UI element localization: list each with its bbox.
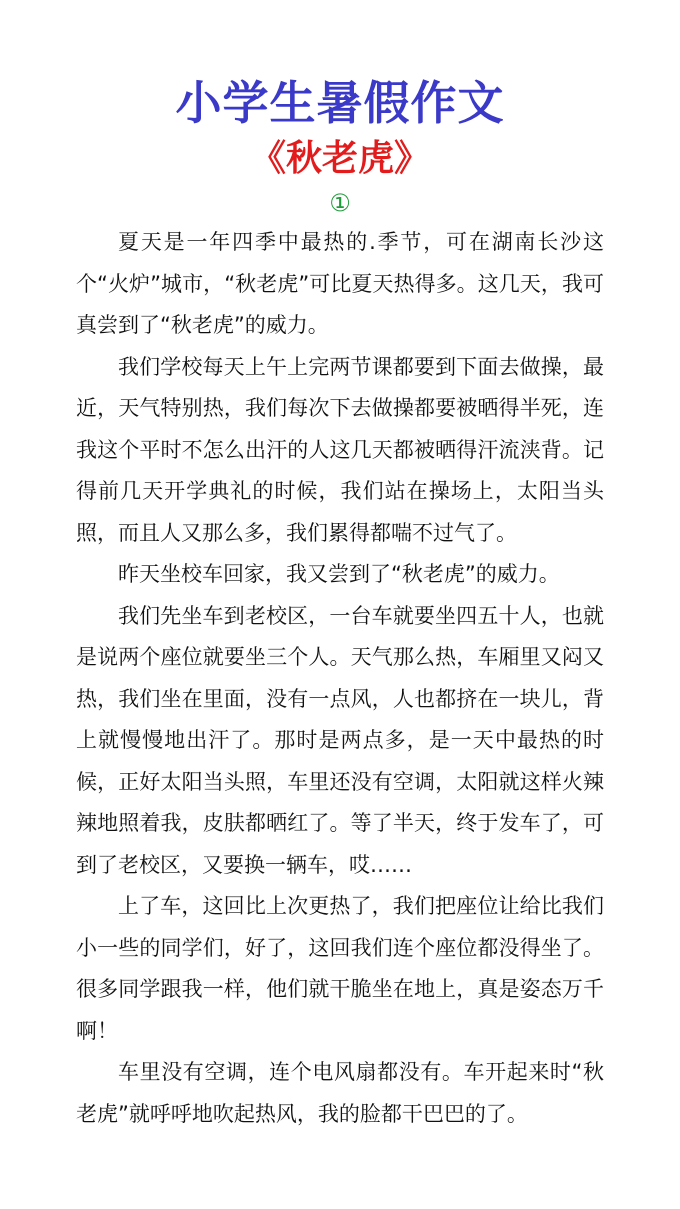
article-title: 小学生暑假作文 bbox=[175, 76, 505, 130]
paragraph-4: 我们先坐车到老校区，一台车就要坐四五十人，也就是说两个座位就要坐三个人。天气那么热，车厢里又闷又热，我们坐在里面，没有一点风，人也都挤在一块儿，背上就慢慢地出汗了。那时是两点多，是一天中最热的时候，正好太阳当头照，车里还没有空调，太阳就这样火辣辣地照着我，皮肤都晒红了。等了半天，终于发车了，可到了老校区，又要换一辆车，哎…… bbox=[76, 603, 604, 877]
article-subtitle: 《秋老虎》 bbox=[249, 138, 430, 179]
paragraph-2: 我们学校每天上午上完两节课都要到下面去做操，最近，天气特别热，我们每次下去做操都要被晒得半死，连我这个平时不怎么出汗的人这几天都被晒得汗流浃背。记得前几天开学典礼的时候，我们站在操场上，太阳当头照，而且人又那么多，我们累得都喘不过气了。 bbox=[76, 354, 604, 545]
paragraph-3: 昨天坐校车回家，我又尝到了“秋老虎”的威力。 bbox=[118, 562, 560, 586]
paragraph-1: 夏天是一年四季中最热的.季节，可在湖南长沙这个“火炉”城市，“秋老虎”可比夏天热得多。这几天，我可真尝到了“秋老虎”的威力。 bbox=[76, 230, 604, 337]
paragraph-6: 车里没有空调，连个电风扇都没有。车开起来时“秋老虎”就呼呼地吹起热风，我的脸都干巴巴的了。 bbox=[76, 1060, 604, 1126]
paragraph-5: 上了车，这回比上次更热了，我们把座位让给比我们小一些的同学们，好了，这回我们连个座位都没得坐了。很多同学跟我一样，他们就干脆坐在地上，真是姿态万千啊！ bbox=[76, 894, 604, 1043]
article-body bbox=[76, 222, 604, 1135]
section-number: ① bbox=[329, 189, 351, 217]
